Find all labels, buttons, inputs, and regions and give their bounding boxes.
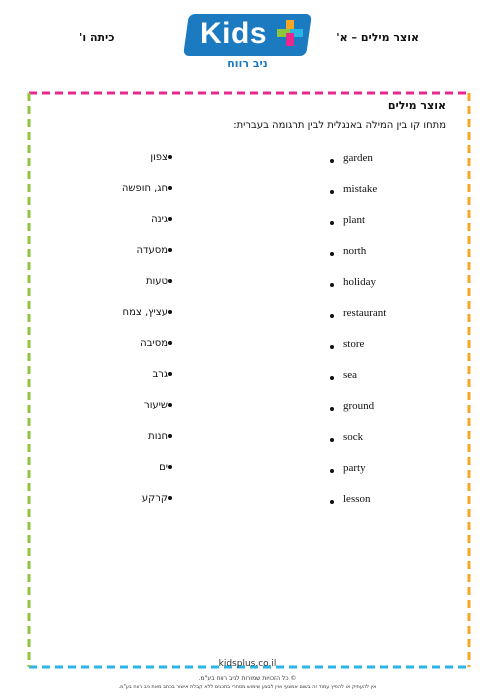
list-item: טעות	[146, 276, 190, 287]
legal-notice: אין להעתיק או להפיץ עמוד זה בשום אמצעי ואין לבצע שימוש מסחרי בתכנים ללא קבלת אישור בכתב מאת ניב רווח בע"מ.	[118, 684, 377, 690]
list-item: שיעור	[144, 400, 190, 411]
bullet-icon	[330, 159, 334, 163]
grade-label: כיתה ו'	[79, 31, 115, 44]
list-item: חנות	[148, 431, 190, 442]
list-item: lesson	[330, 493, 371, 505]
english-word-list	[330, 150, 460, 522]
list-item: מסעדה	[136, 245, 190, 256]
bullet-icon	[168, 372, 172, 376]
bullet-icon	[168, 341, 172, 345]
bullet-icon	[168, 279, 172, 283]
bullet-icon	[330, 252, 334, 256]
list-item: עציץ, צמח	[123, 307, 190, 318]
list-item: store	[330, 338, 364, 350]
bullet-icon	[330, 221, 334, 225]
bullet-icon	[168, 248, 172, 252]
list-item: ground	[330, 400, 374, 412]
bullet-icon	[330, 376, 334, 380]
plus-icon	[277, 20, 303, 46]
list-item: sea	[330, 369, 357, 381]
bullet-icon	[330, 407, 334, 411]
bullet-icon	[330, 500, 334, 504]
bullet-icon	[168, 434, 172, 438]
bullet-icon	[168, 155, 172, 159]
list-item: restaurant	[330, 307, 386, 319]
bullet-icon	[330, 438, 334, 442]
list-item: מסיבה	[140, 338, 190, 349]
bullet-icon	[330, 283, 334, 287]
bullet-icon	[330, 190, 334, 194]
bullet-icon	[168, 310, 172, 314]
bullet-icon	[330, 345, 334, 349]
list-item: צפון	[150, 152, 190, 163]
bullet-icon	[168, 217, 172, 221]
list-item: north	[330, 245, 366, 257]
kids-plus-logo	[186, 14, 309, 76]
list-item: garden	[330, 152, 373, 164]
bullet-icon	[330, 314, 334, 318]
list-item: גרב	[152, 369, 190, 380]
list-item: חג, חופשה	[122, 183, 190, 194]
bullet-icon	[168, 403, 172, 407]
logo-text: Kids	[200, 17, 268, 50]
list-item: ים	[159, 462, 190, 473]
list-item: party	[330, 462, 366, 474]
list-item: קרקע	[142, 493, 190, 504]
bullet-icon	[168, 496, 172, 500]
list-item: גינה	[151, 214, 190, 225]
bullet-icon	[330, 469, 334, 473]
list-item: mistake	[330, 183, 377, 195]
list-item: holiday	[330, 276, 376, 288]
list-item: plant	[330, 214, 365, 226]
logo-subtitle: ניב רווח	[227, 57, 268, 70]
copyright-notice: © כל הזכויות שמורות לניב רווח בע"מ.	[198, 675, 297, 682]
header-title: אוצר מילים – א'	[336, 31, 419, 44]
worksheet-instructions: מתחו קו בין המילה באנגלית לבין תרגומה בעברית:	[233, 120, 446, 131]
bullet-icon	[168, 465, 172, 469]
site-url: kidsplus.co.il	[218, 659, 277, 669]
bullet-icon	[168, 186, 172, 190]
list-item: sock	[330, 431, 363, 443]
worksheet-title: אוצר מילים	[387, 99, 446, 112]
hebrew-word-list	[108, 150, 190, 522]
